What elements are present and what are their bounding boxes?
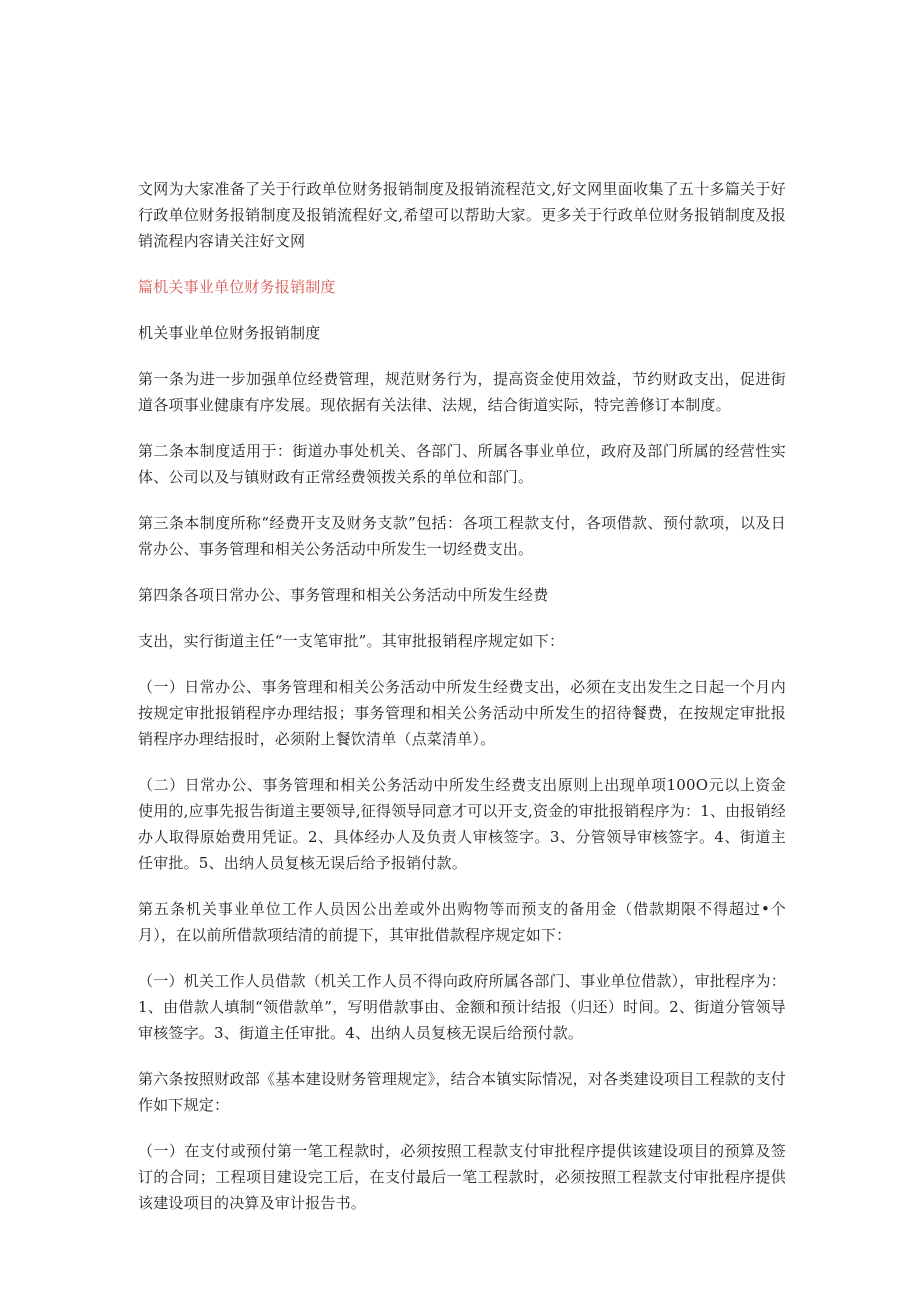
- article-6: 第六条按照财政部《基本建设财务管理规定》，结合本镇实际情况，对各类建设项目工程款的支付作如下规定：: [138, 1070, 786, 1114]
- article-4-item-2: （二）日常办公、事务管理和相关公务活动中所发生经费支出原则上出现单项100O元以上资金使用的,应事先报告街道主要领导,征得领导同意才可以开支,资金的审批报销程序为：1、由报销经办人取得原始费用凭证。2、具体经办人及负责人审核签字。3、分管领导审核签字。4、街道主任审批。5、出纳人员复核无误后给予报销付款。: [138, 776, 786, 872]
- article-4-item-1: （一）日常办公、事务管理和相关公务活动中所发生经费支出，必须在支出发生之日起一个月内按规定审批报销程序办理结报；事务管理和相关公务活动中所发生的招待餐费，在按规定审批报销程序办理结报时，必须附上餐饮清单（点菜清单）。: [138, 678, 786, 748]
- document-body: [138, 176, 786, 1216]
- article-5: 第五条机关事业单位工作人员因公出差或外出购物等而预支的备用金（借款期限不得超过•个月），在以前所借款项结清的前提下，其审批借款程序规定如下：: [138, 900, 786, 944]
- article-3: 第三条本制度所称“经费开支及财务支款”包括：各项工程款支付，各项借款、预付款项，以及日常办公、事务管理和相关公务活动中所发生一切经费支出。: [138, 514, 786, 558]
- article-6-item-1: （一）在支付或预付第一笔工程款时，必须按照工程款支付审批程序提供该建设项目的预算及签订的合同；工程项目建设完工后，在支付最后一笔工程款时，必须按照工程款支付审批程序提供该建设项目的决算及审计报告书。: [138, 1142, 786, 1212]
- article-4-continued: 支出，实行街道主任“一支笔审批”。其审批报销程序规定如下：: [138, 632, 565, 650]
- section-heading: 篇机关事业单位财务报销制度: [138, 278, 336, 296]
- article-2: 第二条本制度适用于：街道办事处机关、各部门、所属各事业单位，政府及部门所属的经营性实体、公司以及与镇财政有正常经费领拨关系的单位和部门。: [138, 442, 786, 486]
- article-4: 第四条各项日常办公、事务管理和相关公务活动中所发生经费: [138, 586, 549, 604]
- article-1: 第一条为进一步加强单位经费管理，规范财务行为，提高资金使用效益，节约财政支出，促进街道各项事业健康有序发展。现依据有关法律、法规，结合街道实际，特完善修订本制度。: [138, 370, 786, 414]
- document-title: 机关事业单位财务报销制度: [138, 324, 321, 342]
- article-5-item-1: （一）机关工作人员借款（机关工作人员不得向政府所属各部门、事业单位借款），审批程序为：1、由借款人填制“领借款单”，写明借款事由、金额和预计结报（归还）时间。2、街道分管领导审核签字。3、街道主任审批。4、出纳人员复核无误后给预付款。: [138, 972, 786, 1042]
- intro-paragraph: 文网为大家准备了关于行政单位财务报销制度及报销流程范文,好文网里面收集了五十多篇关于好行政单位财务报销制度及报销流程好文,希望可以帮助大家。更多关于行政单位财务报销制度及报销流程内容请关注好文网: [138, 180, 786, 250]
